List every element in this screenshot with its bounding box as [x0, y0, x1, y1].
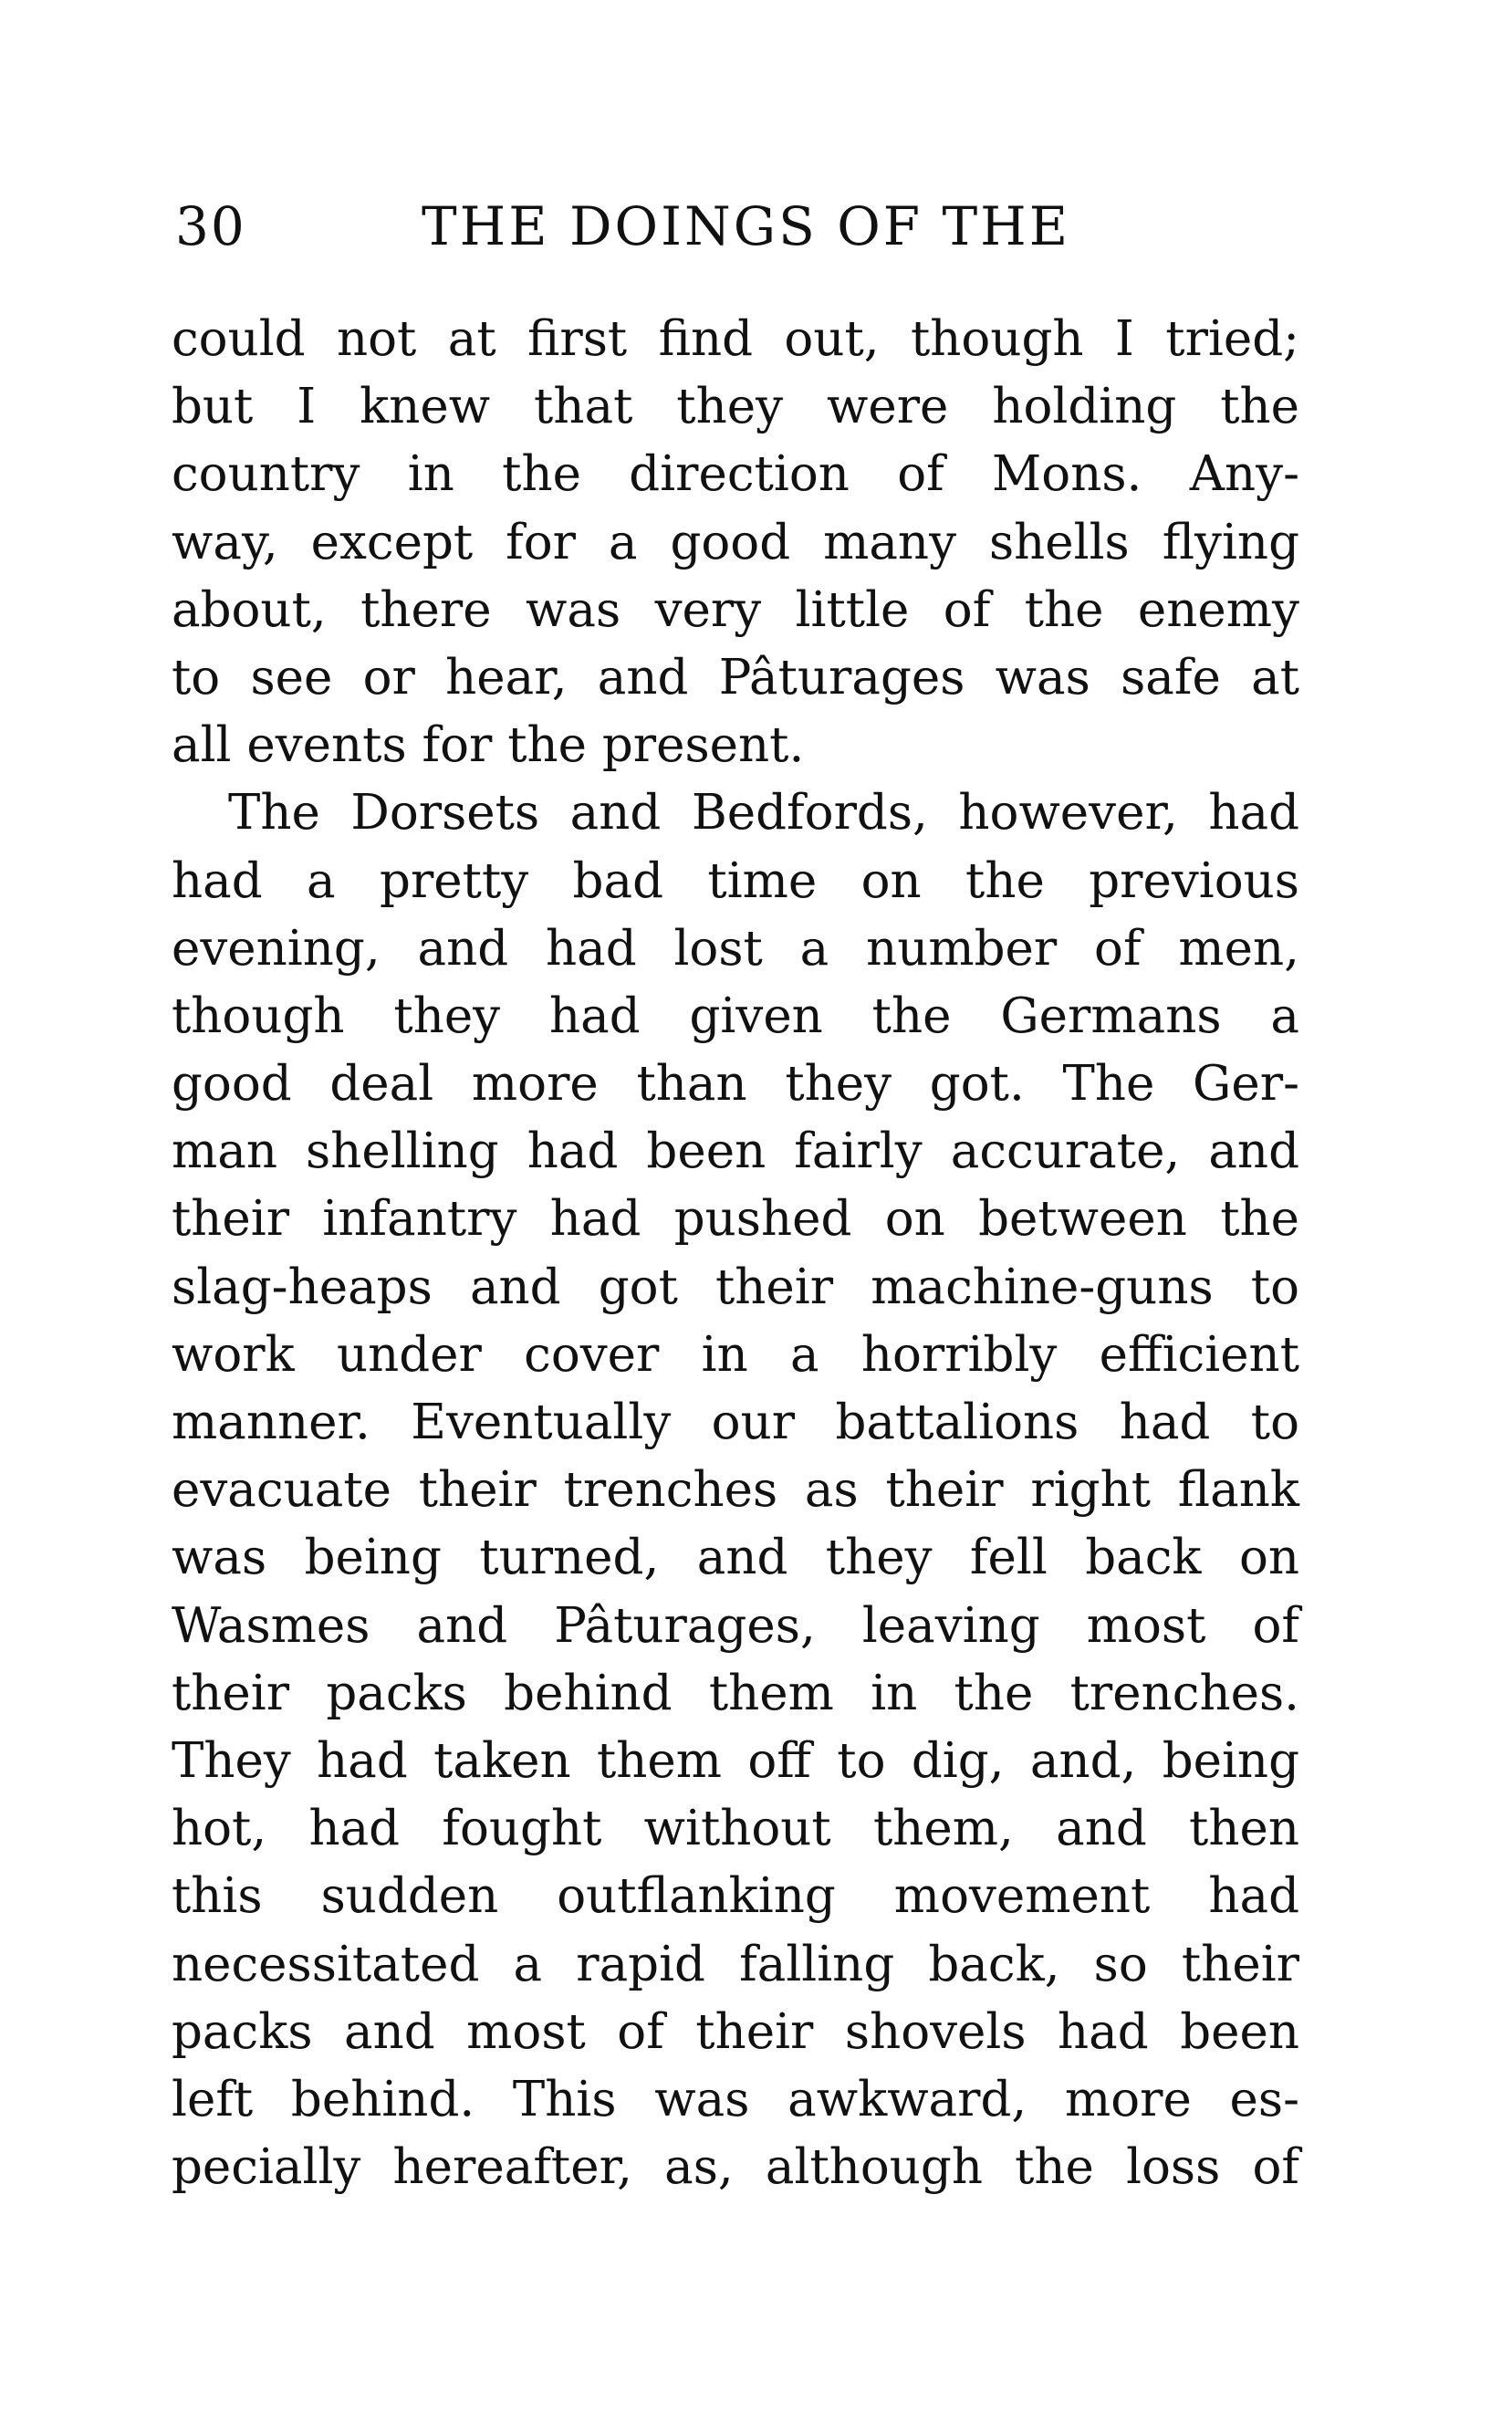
text-line: country in the direction of Mons. Any- — [172, 446, 1299, 503]
text-line: to see or hear, and Pâturages was safe at — [172, 649, 1299, 705]
text-line: manner. Eventually our battalions had to — [172, 1395, 1299, 1450]
text-line: could not at first find out, though I tried; — [172, 311, 1299, 367]
text-line: evening, and had lost a number of men, — [172, 920, 1299, 977]
body-text — [172, 306, 1299, 2201]
text-line: work under cover in a horribly efficient — [172, 1326, 1299, 1383]
text-line: about, there was very little of the enemy — [172, 581, 1299, 638]
text-line: hot, had fought without them, and then — [172, 1801, 1299, 1857]
text-line: all events for the present. — [172, 717, 805, 774]
text-line: pecially hereafter, as, although the loss of — [172, 2139, 1299, 2196]
text-line: left behind. This was awkward, more es- — [172, 2071, 1299, 2127]
text-line: evacuate their trenches as their right flank — [172, 1462, 1299, 1519]
running-title: THE DOINGS OF THE — [422, 195, 1071, 257]
text-line: had a pretty bad time on the previous — [172, 852, 1299, 909]
text-line: though they had given the Germans a — [172, 988, 1299, 1044]
text-line: necessitated a rapid falling back, so their — [172, 1936, 1299, 1992]
page-number: 30 — [175, 195, 246, 257]
text-line: this sudden outflanking movement had — [172, 1868, 1299, 1925]
text-line: their infantry had pushed on between the — [172, 1191, 1299, 1248]
text-line: but I knew that they were holding the — [172, 379, 1299, 435]
running-head — [175, 190, 1307, 263]
text-line: packs and most of their shovels had been — [172, 2003, 1299, 2060]
text-line: They had taken them off to dig, and, being — [172, 1732, 1299, 1789]
text-line: Wasmes and Pâturages, leaving most of — [172, 1597, 1299, 1654]
text-line: man shelling had been fairly accurate, and — [172, 1123, 1299, 1180]
text-line: slag-heaps and got their machine-guns to — [172, 1259, 1299, 1315]
text-line: The Dorsets and Bedfords, however, had — [228, 785, 1299, 841]
text-line: way, except for a good many shells flying — [172, 514, 1299, 570]
text-line: their packs behind them in the trenches. — [172, 1665, 1299, 1721]
text-line: was being turned, and they fell back on — [172, 1530, 1299, 1586]
text-line: good deal more than they got. The Ger- — [172, 1056, 1299, 1113]
